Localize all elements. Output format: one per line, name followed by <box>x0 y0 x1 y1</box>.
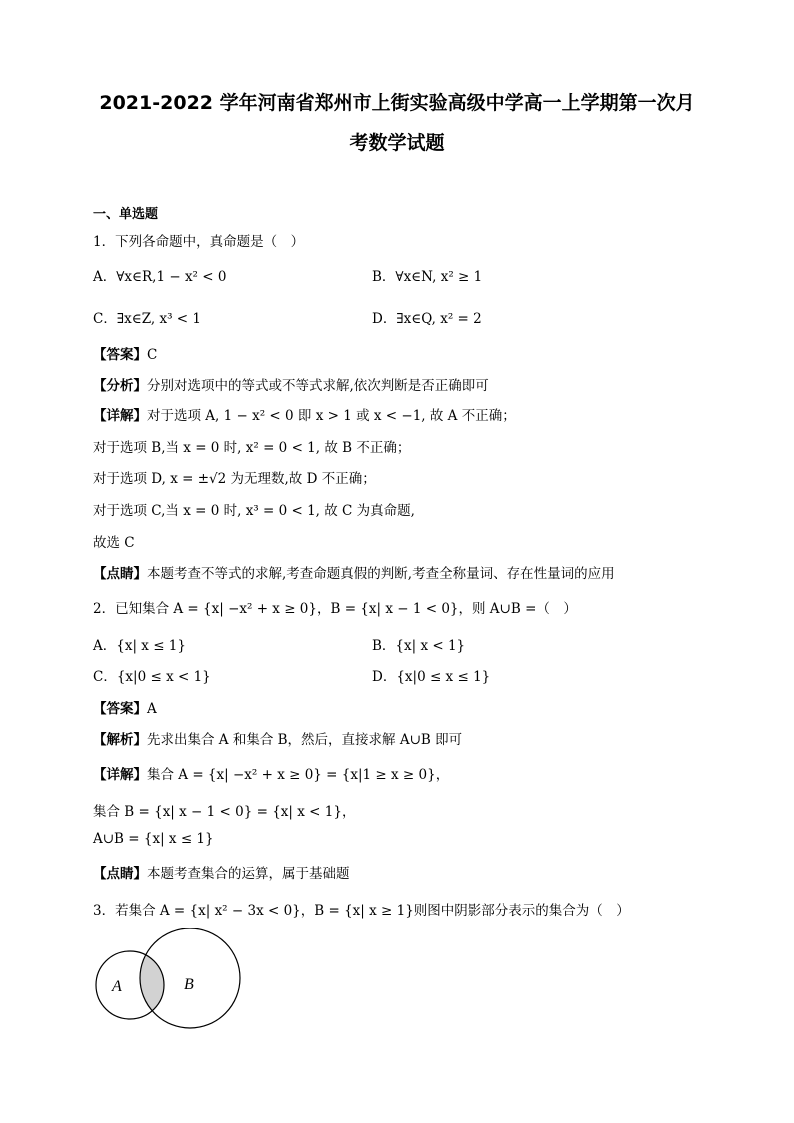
comment-text: 本题考查不等式的求解,考查命题真假的判断,考查全称量词、存在性量词的应用 <box>147 566 615 582</box>
q1-answer <box>93 343 157 363</box>
analysis-tag: 【解析】 <box>93 732 147 748</box>
q1-detail-1 <box>93 404 516 424</box>
q1-detail-3: 对于选项 D, x = ±√2 为无理数,故 D 不正确； <box>93 471 376 487</box>
detail-text: 对于选项 A, 1 − x² < 0 即 x > 1 或 x < −1, 故 A 不正确； <box>147 408 516 424</box>
answer-tag: 【答案】 <box>93 701 147 717</box>
analysis-text: 分别对选项中的等式或不等式求解,依次判断是否正确即可 <box>147 378 489 394</box>
q2-detail-3: A∪B = {x| x ≤ 1} <box>93 831 214 847</box>
q1-analysis <box>93 374 489 394</box>
q2-option-b: B．{x| x < 1} <box>372 638 466 654</box>
q1-option-d: D．∃x∈Q, x² = 2 <box>372 311 482 327</box>
q2-option-a: A．{x| x ≤ 1} <box>93 638 186 654</box>
q1-option-b: B．∀x∈N, x² ≥ 1 <box>372 269 483 285</box>
q1-detail-2: 对于选项 B,当 x = 0 时, x² = 0 < 1, 故 B 不正确； <box>93 440 411 456</box>
section-heading: 一、单选题 <box>93 207 159 222</box>
comment-tag: 【点睛】 <box>93 866 147 882</box>
venn-diagram <box>90 928 250 1033</box>
q1-option-a: A．∀x∈R,1 − x² < 0 <box>93 269 227 285</box>
answer-tag: 【答案】 <box>93 347 147 363</box>
venn-label-a: A <box>112 978 122 995</box>
comment-text: 本题考查集合的运算，属于基础题 <box>147 866 350 882</box>
q1-option-c: C．∃x∈Z, x³ < 1 <box>93 311 201 327</box>
document-title-line2: 考数学试题 <box>349 132 445 154</box>
comment-tag: 【点睛】 <box>93 566 147 582</box>
q2-analysis <box>93 728 462 748</box>
q2-option-c: C．{x|0 ≤ x < 1} <box>93 669 211 685</box>
venn-label-b: B <box>184 976 194 993</box>
answer-value: A <box>147 701 157 717</box>
q2-detail-1 <box>93 763 449 783</box>
q2-comment <box>93 862 350 882</box>
analysis-tag: 【分析】 <box>93 378 147 394</box>
q2-stem: 2．已知集合 A = {x| −x² + x ≥ 0}，B = {x| x − 1 < 0}，则 A∪B =（ ） <box>93 601 577 617</box>
q2-option-d: D．{x|0 ≤ x ≤ 1} <box>372 669 491 685</box>
detail-text: 集合 A = {x| −x² + x ≥ 0} = {x|1 ≥ x ≥ 0}， <box>147 767 450 783</box>
analysis-text: 先求出集合 A 和集合 B，然后，直接求解 A∪B 即可 <box>147 732 463 748</box>
q1-comment <box>93 562 615 582</box>
q1-detail-4: 对于选项 C,当 x = 0 时, x³ = 0 < 1, 故 C 为真命题, <box>93 503 415 519</box>
answer-value: C <box>147 347 158 363</box>
q2-answer <box>93 697 157 717</box>
document-title-line1: 2021-2022 学年河南省郑州市上街实验高级中学高一上学期第一次月 <box>99 92 695 114</box>
detail-tag: 【详解】 <box>93 767 147 783</box>
q1-stem: 1．下列各命题中，真命题是（ ） <box>93 234 305 250</box>
detail-tag: 【详解】 <box>93 408 147 424</box>
q3-stem: 3．若集合 A = {x| x² − 3x < 0}，B = {x| x ≥ 1}则图中阴影部分表示的集合为（ ） <box>93 903 630 919</box>
q1-detail-5: 故选 C <box>93 535 135 551</box>
q2-detail-2: 集合 B = {x| x − 1 < 0} = {x| x < 1}， <box>93 804 356 820</box>
